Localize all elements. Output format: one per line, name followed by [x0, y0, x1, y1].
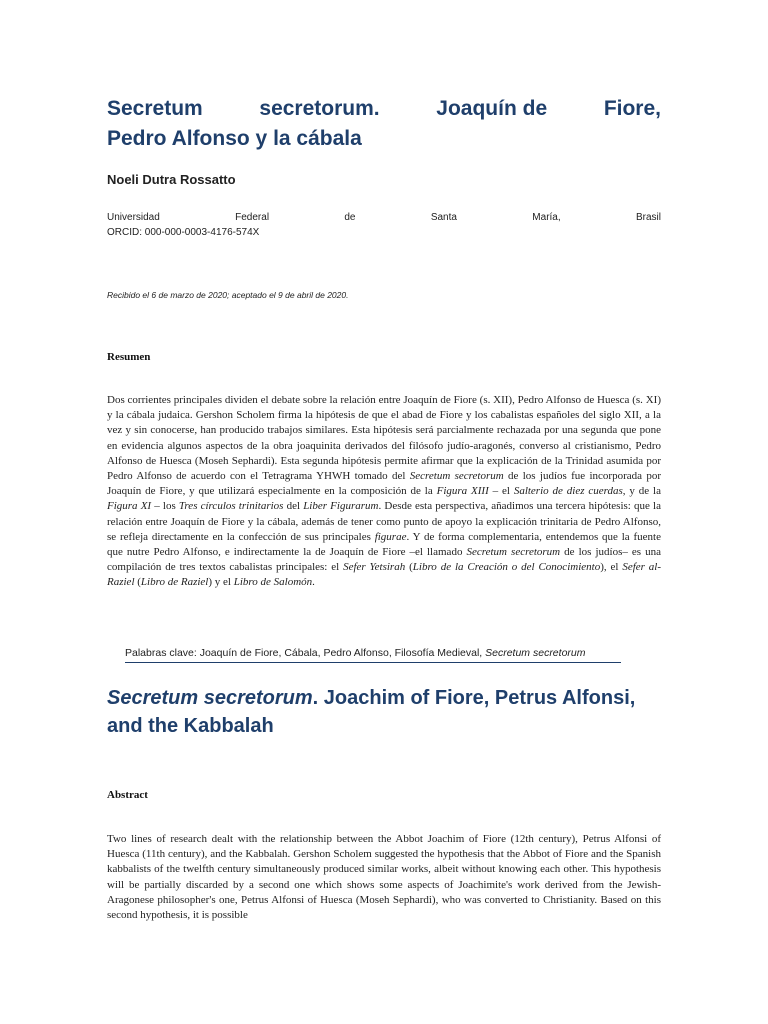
- resumen-text: del: [283, 500, 304, 513]
- resumen-text: . Desde esta perspectiva, añadimos una tercera hipótesis: que la relación entre Joaquín de Fiore y la cábala, además de tener como punto de apoyo la explicación trinitaria de Pedro Alfonso, se refleja directamente en la confección de sus principales: [107, 500, 661, 543]
- keywords-text: Palabras clave: Joaquín de Fiore, Cábala, Pedro Alfonso, Filosofía Medieval,: [125, 647, 486, 659]
- resumen-italic: Salterio de diez cuerdas: [513, 485, 623, 498]
- keywords: [125, 647, 621, 663]
- resumen-italic: figurae: [374, 530, 407, 543]
- resumen-text: Dos corrientes principales dividen el debate sobre la relación entre Joaquín de Fiore (s. XII), Pedro Alfonso de Huesca (s. XI) y la cábala judaica. Gershon Scholem firma la hipótesis de que el abad de Fiore y los cabalistas españoles del siglo XII, a la vez y sin conocerse, han producido trabajos similares. Esta hipótesis será parcialmente rechazada por una segunda que pone en evidencia algunos aspectos de la obra joaquinita derivados del filósofo judío-aragonés, converso al cristianismo, Pedro Alfonso de Huesca (Moseh Sephardi). Esta segunda hipótesis permite afirmar que la explicación de la Trinidad asumida por Pedro Alfonso de acuerdo con el Tetragrama YHWH tomado del: [107, 394, 661, 483]
- affiliation-word: de: [344, 212, 356, 223]
- title-line-1: [107, 94, 661, 124]
- resumen-text: .: [312, 576, 315, 589]
- resumen-italic: Libro de Salomón: [233, 576, 313, 589]
- resumen-body: [107, 393, 661, 591]
- resumen-text: de los judíos fue incorporada por Joaquín de Fiore, y que utilizará especialmente en la composición de la: [107, 470, 661, 498]
- affiliation-word: Santa: [430, 212, 457, 223]
- abstract-heading: Abstract: [107, 789, 148, 801]
- title-line-2: Pedro Alfonso y la cábala: [107, 127, 362, 150]
- title-en-text: . Joachim of Fiore, Petrus Alfonsi, and the Kabbalah: [107, 687, 636, 737]
- abstract-body: Two lines of research dealt with the relationship between the Abbot Joachim of Fiore (12th century), Petrus Alfonsi of Huesca (11th century), and the Kabbalah. Gershon Scholem suggested the hypothesis that the Abbot of Fiore and the Spanish kabbalists of the twelfth century simultaneously produced similar works, albeit without knowing each other. This hypothesis will be partially discarded by a second one which shows some aspects of Joachimite's work derived from the Jewish-Aragonese philosopher's one, Petrus Alfonsi of Huesca (Moseh Sephardi), who was converted to Christianity. Based on this second hypothesis, it is possible: [107, 833, 661, 922]
- resumen-italic: Figura XI: [107, 500, 152, 513]
- received-date: Recibido el 6 de marzo de 2020; aceptado el 9 de abril de 2020.: [107, 290, 349, 300]
- resumen-text: de los judíos– es una compilación de tres textos cabalistas principales: el: [107, 546, 661, 574]
- title-word: Secretum: [107, 97, 203, 120]
- resumen-italic: Figura XIII: [436, 485, 489, 498]
- resumen-text: ), el: [600, 561, 623, 574]
- resumen-text: ) y el: [208, 576, 234, 589]
- resumen-italic: Secretum secretorum: [466, 546, 561, 559]
- title-word: Fiore,: [603, 97, 661, 120]
- affiliation-word: Universidad: [107, 212, 160, 223]
- resumen-text: . Y de forma complementaria, entendemos que la fuente que nutre Pedro Alfonso, e indirectamente la de Joaquín de Fiore –el llamado: [107, 530, 661, 559]
- resumen-italic: Sefer Yetsirah: [343, 561, 406, 574]
- affiliation-word: Federal: [235, 212, 270, 223]
- resumen-text: (: [134, 576, 141, 589]
- resumen-text: (: [405, 561, 413, 574]
- resumen-italic: Libro de la Creación o del Conocimiento: [412, 561, 601, 574]
- orcid: ORCID: 000-000-0003-4176-574X: [107, 227, 260, 238]
- resumen-italic: Libro de Raziel: [140, 576, 209, 589]
- title-en-italic: Secretum secretorum: [107, 687, 313, 709]
- affiliation-word: María,: [532, 212, 561, 223]
- author-name: Noeli Dutra Rossatto: [107, 172, 236, 187]
- affiliation: [107, 210, 661, 240]
- resumen-heading: Resumen: [107, 351, 151, 363]
- title-word: secretorum.: [259, 97, 380, 120]
- affiliation-word: Brasil: [635, 212, 661, 223]
- paper-title-en: [107, 684, 667, 740]
- resumen-text: , y de la: [622, 485, 661, 498]
- resumen-italic: Sefer al-Raziel: [107, 561, 662, 589]
- title-word: Joaquín de: [436, 97, 548, 120]
- affiliation-line: [107, 210, 661, 225]
- resumen-italic: Secretum secretorum: [409, 470, 504, 483]
- resumen-italic: Liber Figurarum: [303, 500, 379, 513]
- paper-title-es: [107, 94, 661, 154]
- resumen-text: – el: [488, 485, 514, 498]
- resumen-italic: Tres círculos trinitarios: [178, 500, 284, 513]
- keywords-italic: Secretum secretorum: [485, 647, 586, 659]
- resumen-text: – los: [151, 500, 179, 513]
